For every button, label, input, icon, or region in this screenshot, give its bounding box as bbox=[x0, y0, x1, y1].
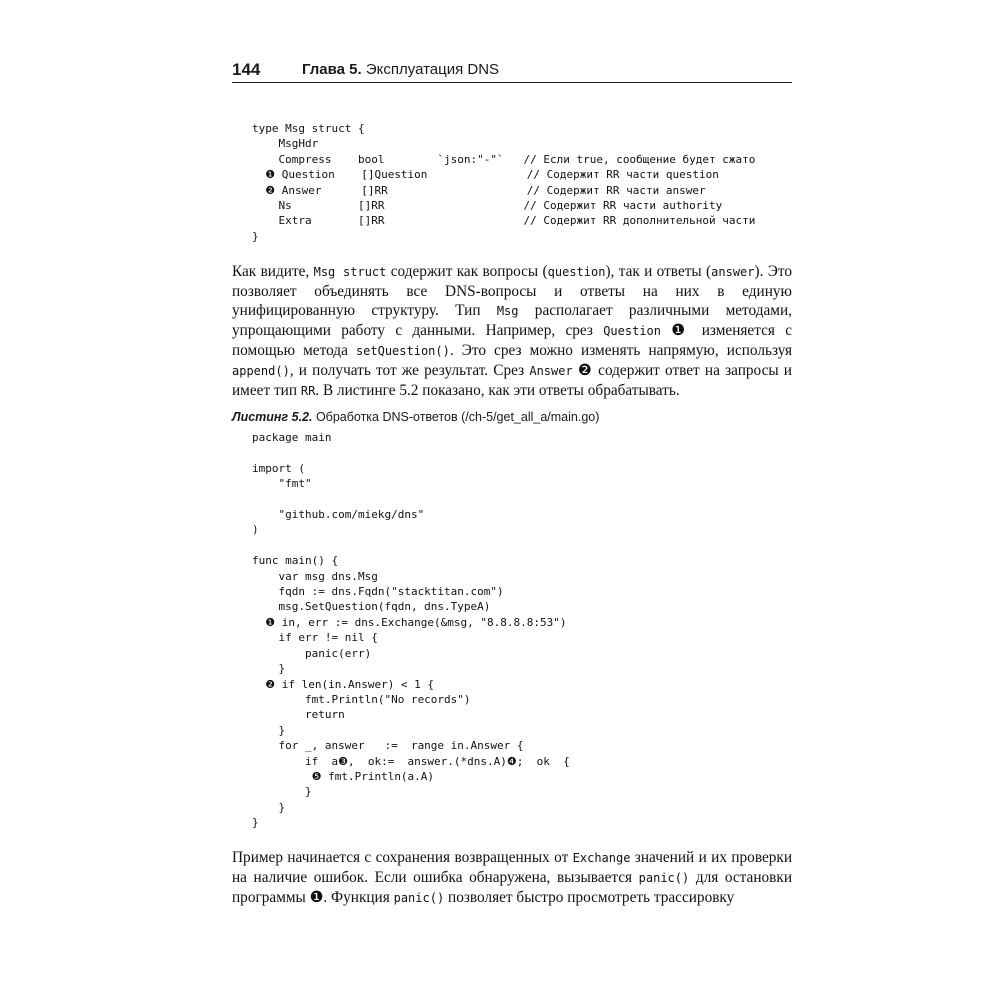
page-number: 144 bbox=[232, 60, 261, 79]
chapter-name: Эксплуатация DNS bbox=[365, 61, 500, 78]
chapter-title bbox=[302, 61, 499, 78]
listing-caption-text: Обработка DNS-ответов (/ch-5/get_all_a/main.go) bbox=[315, 410, 600, 424]
listing-caption bbox=[232, 410, 792, 424]
running-header bbox=[232, 60, 792, 83]
code-block-msg-struct: type Msg struct { MsgHdr Compress bool `json:"-"` // Если true, сообщение будет сжато ❶ Question []Question // Содержит RR части question ❷ Answer []RR // Содержит RR части answer Ns []RR // Содержит RR части authority Extra []RR // Содержит RR дополнительной части } bbox=[252, 122, 756, 243]
paragraph-example-explanation: Пример начинается с сохранения возвращенных от Exchange значений и их проверки на наличие ошибок. Если ошибка обнаружена, вызывается panic() для остановки программы ❶. Функция panic() позволяет быстро просмотреть трассировку bbox=[232, 849, 793, 906]
listing-label: Листинг 5.2. bbox=[232, 410, 313, 424]
code-block-listing-5-2: package main import ( "fmt" "github.com/miekg/dns" ) func main() { var msg dns.Msg fqdn := dns.Fqdn("stacktitan.com") msg.SetQuestion(fqdn, dns.TypeA) ❶ in, err := dns.Exchange(&msg, "8.8.8.8:53") if err != nil { panic(err) } ❷ if len(in.Answer) < 1 { fmt.Println("No records") return } for _, answer := range in.Answer { if a❸, ok:= answer.(*dns.A)❹; ok { ❺ fmt.Println(a.A) } } } bbox=[252, 431, 570, 830]
chapter-label: Глава 5. bbox=[302, 61, 362, 78]
paragraph-msg-description: Как видите, Msg struct содержит как вопросы (question), так и ответы (answer). Это позволяет объединять все DNS-вопросы и ответы на них в единую унифицированную структуру. Тип Msg располагает различными методами, упрощающими работу с данными. Например, срез Question ❶ изменяется с помощью метода setQuestion(). Это срез можно изменять напрямую, используя append(), и получать тот же результат. Срез Answer ❷ содержит ответ на запросы и имеет тип RR. В листинге 5.2 показано, как эти ответы обрабатывать. bbox=[232, 263, 792, 399]
